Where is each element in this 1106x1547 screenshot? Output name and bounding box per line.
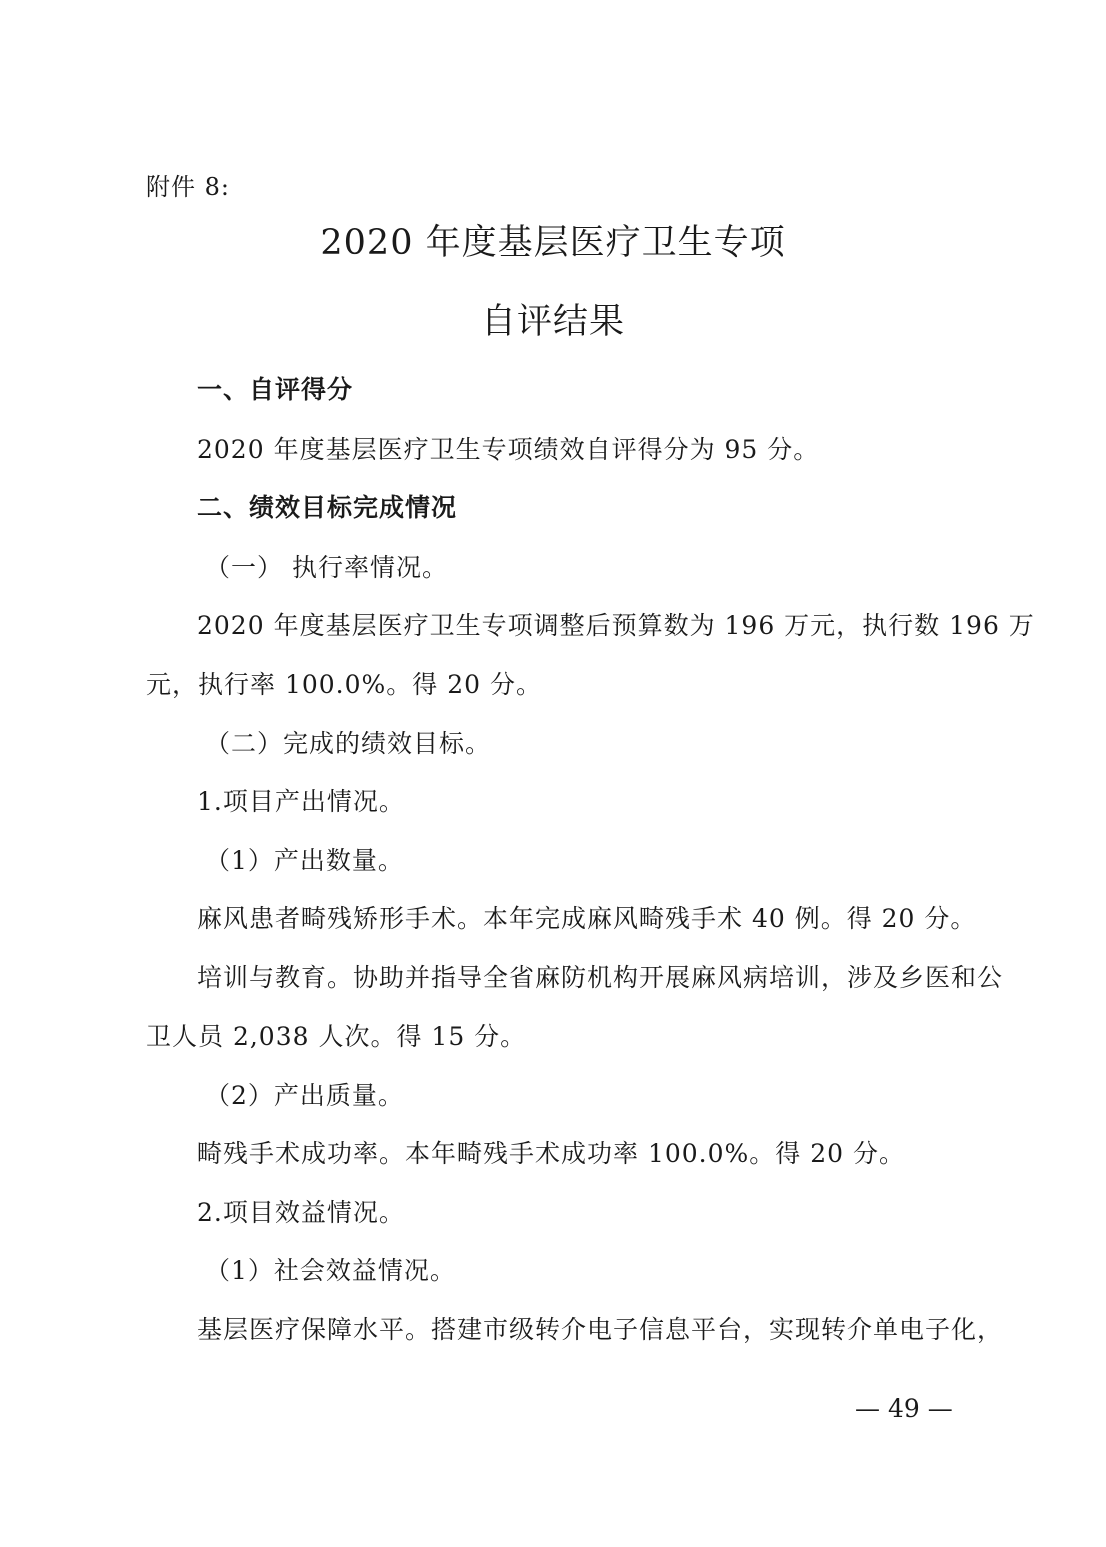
document-title-line2: 自评结果: [480, 302, 625, 342]
attachment-label: 附件 8:: [146, 173, 230, 201]
item2-sub1-para-a: 基层医疗保障水平。搭建市级转介电子信息平台，实现转介单电子化，: [197, 1315, 1004, 1344]
section2-sub1-body-line2: 元，执行率 100.0%。得 20 分。: [146, 670, 542, 699]
item1-sub1-para-b-line1: 培训与教育。协助并指导全省麻防机构开展麻风病培训，涉及乡医和公: [197, 963, 1004, 992]
item1-sub1-para-a: 麻风患者畸残矫形手术。本年完成麻风畸残手术 40 例。得 20 分。: [197, 904, 977, 933]
section1-body: 2020 年度基层医疗卫生专项绩效自评得分为 95 分。: [197, 435, 820, 464]
section2-heading: 二、绩效目标完成情况: [197, 493, 458, 522]
section2-sub1-body-line1: 2020 年度基层医疗卫生专项调整后预算数为 196 万元，执行数 196 万: [197, 611, 1035, 640]
section2-sub1-heading: （一） 执行率情况。: [205, 553, 448, 582]
item1-sub1-heading: （1）产出数量。: [205, 846, 404, 875]
section2-sub2-heading: （二）完成的绩效目标。: [205, 729, 492, 758]
item1-sub2-para-a: 畸残手术成功率。本年畸残手术成功率 100.0%。得 20 分。: [197, 1139, 905, 1168]
item1-sub2-heading: （2）产出质量。: [205, 1081, 404, 1110]
item2-heading: 2.项目效益情况。: [197, 1198, 405, 1227]
section1-heading: 一、自评得分: [197, 375, 354, 404]
item1-sub1-para-b-line2: 卫人员 2,038 人次。得 15 分。: [146, 1022, 527, 1051]
item1-heading: 1.项目产出情况。: [197, 787, 405, 816]
page-number: — 49 —: [855, 1394, 953, 1423]
item2-sub1-heading: （1）社会效益情况。: [205, 1256, 456, 1285]
document-title-line1: 2020 年度基层医疗卫生专项: [320, 223, 786, 263]
